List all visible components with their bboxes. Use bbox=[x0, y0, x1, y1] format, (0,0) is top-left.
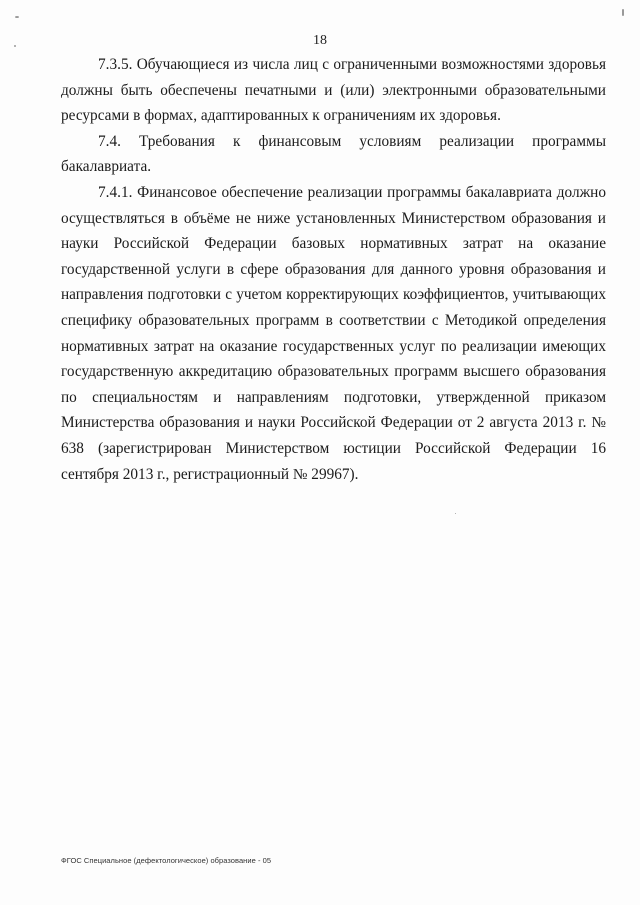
scan-speck bbox=[15, 16, 19, 18]
document-body bbox=[61, 52, 606, 487]
page-number: 18 bbox=[313, 33, 327, 48]
paragraph-7-4: 7.4. Требования к финансовым условиям реализации программы бакалавриата. bbox=[61, 132, 606, 176]
footer-caption: ФГОС Специальное (дефектологическое) образование - 05 bbox=[61, 856, 272, 865]
paragraph-7-3-5: 7.3.5. Обучающиеся из числа лиц с ограниченными возможностями здоровья должны быть обеспечены печатными и (или) электронными образовательными ресурсами в формах, адаптированных к ограничениям их здоровья. bbox=[61, 56, 606, 125]
scan-speck bbox=[622, 9, 624, 16]
scan-speck bbox=[455, 513, 456, 514]
paragraph-7-4-1: 7.4.1. Финансовое обеспечение реализации программы бакалавриата должно осуществляться в объёме не ниже установленных Министерством образования и науки Российской Федерации базовых нормативных затрат на оказание государственной услуги в сфере образования для данного уровня образования и направления подготовки с учетом корректирующих коэффициентов, учитывающих специфику образовательных программ в соответствии с Методикой определения нормативных затрат на оказание государственных услуг по реализации имеющих государственную аккредитацию образовательных программ высшего образования по специальностям и направлениям подготовки, утвержденной приказом Министерства образования и науки Российской Федерации от 2 августа 2013 г. № 638 (зарегистрирован Министерством юстиции Российской Федерации 16 сентября 2013 г., регистрационный № 29967). bbox=[61, 183, 606, 483]
